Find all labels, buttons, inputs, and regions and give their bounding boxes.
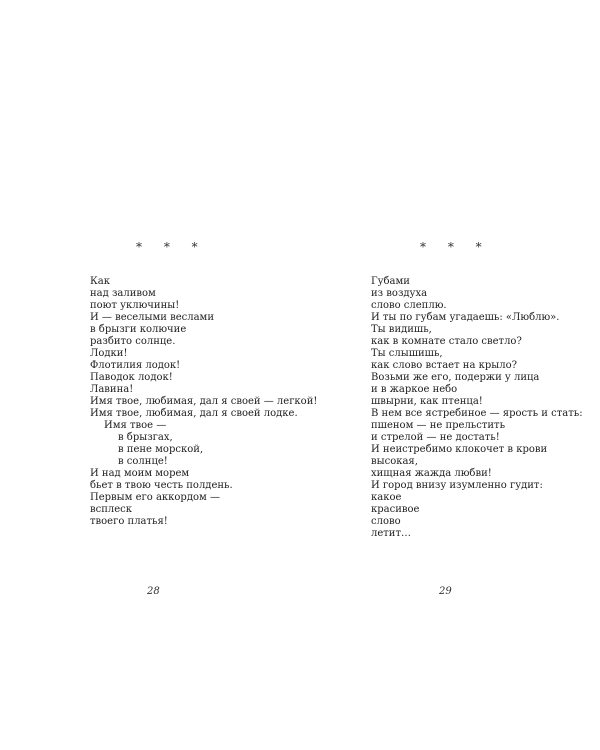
poem-line: какое [371, 492, 402, 503]
poem-line: И неистребимо клокочет в крови [371, 444, 548, 455]
poem-line: как в комнате стало светло? [371, 336, 522, 347]
poem-line: И ты по губам угадаешь: «Люблю». [371, 312, 560, 323]
poem-text [371, 276, 583, 540]
poem-line: Ты видишь, [371, 324, 432, 335]
poem-line: летит… [371, 528, 411, 539]
poem-line: Ты слышишь, [371, 348, 443, 359]
poem-line: красивое [371, 504, 420, 515]
poem-line: бьет в твою честь полдень. [90, 480, 233, 491]
poem-line: Губами [371, 276, 410, 287]
poem-line: Флотилия лодок! [90, 360, 181, 371]
poem-line: Лавина! [90, 384, 134, 395]
poem-line: И город внизу изумленно гудит: [371, 480, 543, 491]
poem-line: в брызги колючие [90, 324, 187, 335]
poem-line: высокая, [371, 456, 418, 467]
poem-line: твоего платья! [90, 516, 168, 527]
poem-line: Как [90, 276, 110, 287]
poem-line: Возьми же его, подержи у лица [371, 372, 540, 383]
poem-line: Имя твое, любимая, дал я своей — легкой! [90, 396, 318, 407]
poem-line: Лодки! [90, 348, 128, 359]
poem-line: разбито солнце. [90, 336, 176, 347]
poem-line: Паводок лодок! [90, 372, 173, 383]
poem-text [90, 276, 317, 528]
poem-line: в брызгах, [118, 432, 173, 443]
poem-line: в солнце! [118, 456, 168, 467]
poem-line: над заливом [90, 288, 156, 299]
poem-line: слово слеплю. [371, 300, 447, 311]
poem-line: и стрелой — не достать! [371, 432, 500, 443]
poem-line: И над моим морем [90, 468, 190, 479]
poem-line: слово [371, 516, 401, 527]
right-page [300, 0, 600, 750]
poem-line: швырни, как птенца! [371, 396, 483, 407]
poem-line: из воздуха [371, 288, 428, 299]
poem-line: как слово встает на крыло? [371, 360, 517, 371]
poem-line: и в жаркое небо [371, 384, 458, 395]
poem-line: хищная жажда любви! [371, 468, 492, 479]
section-ornament: * * * [136, 240, 207, 254]
poem-line: Имя твое, любимая, дал я своей лодке. [90, 408, 298, 419]
poem-line: Имя твое — [104, 420, 167, 431]
poem-line: всплеск [90, 504, 133, 515]
page-number: 29 [439, 586, 452, 597]
poem-line: пшеном — не прельстить [371, 420, 506, 431]
section-ornament: * * * [420, 240, 491, 254]
poem-line: поют уключины! [90, 300, 180, 311]
poem-line: И — веселыми веслами [90, 312, 214, 323]
poem-line: в пене морской, [118, 444, 204, 455]
page-number: 28 [147, 586, 160, 597]
poem-line: Первым его аккордом — [90, 492, 220, 503]
poem-line: В нем все ястребиное — ярость и стать: [371, 408, 583, 419]
